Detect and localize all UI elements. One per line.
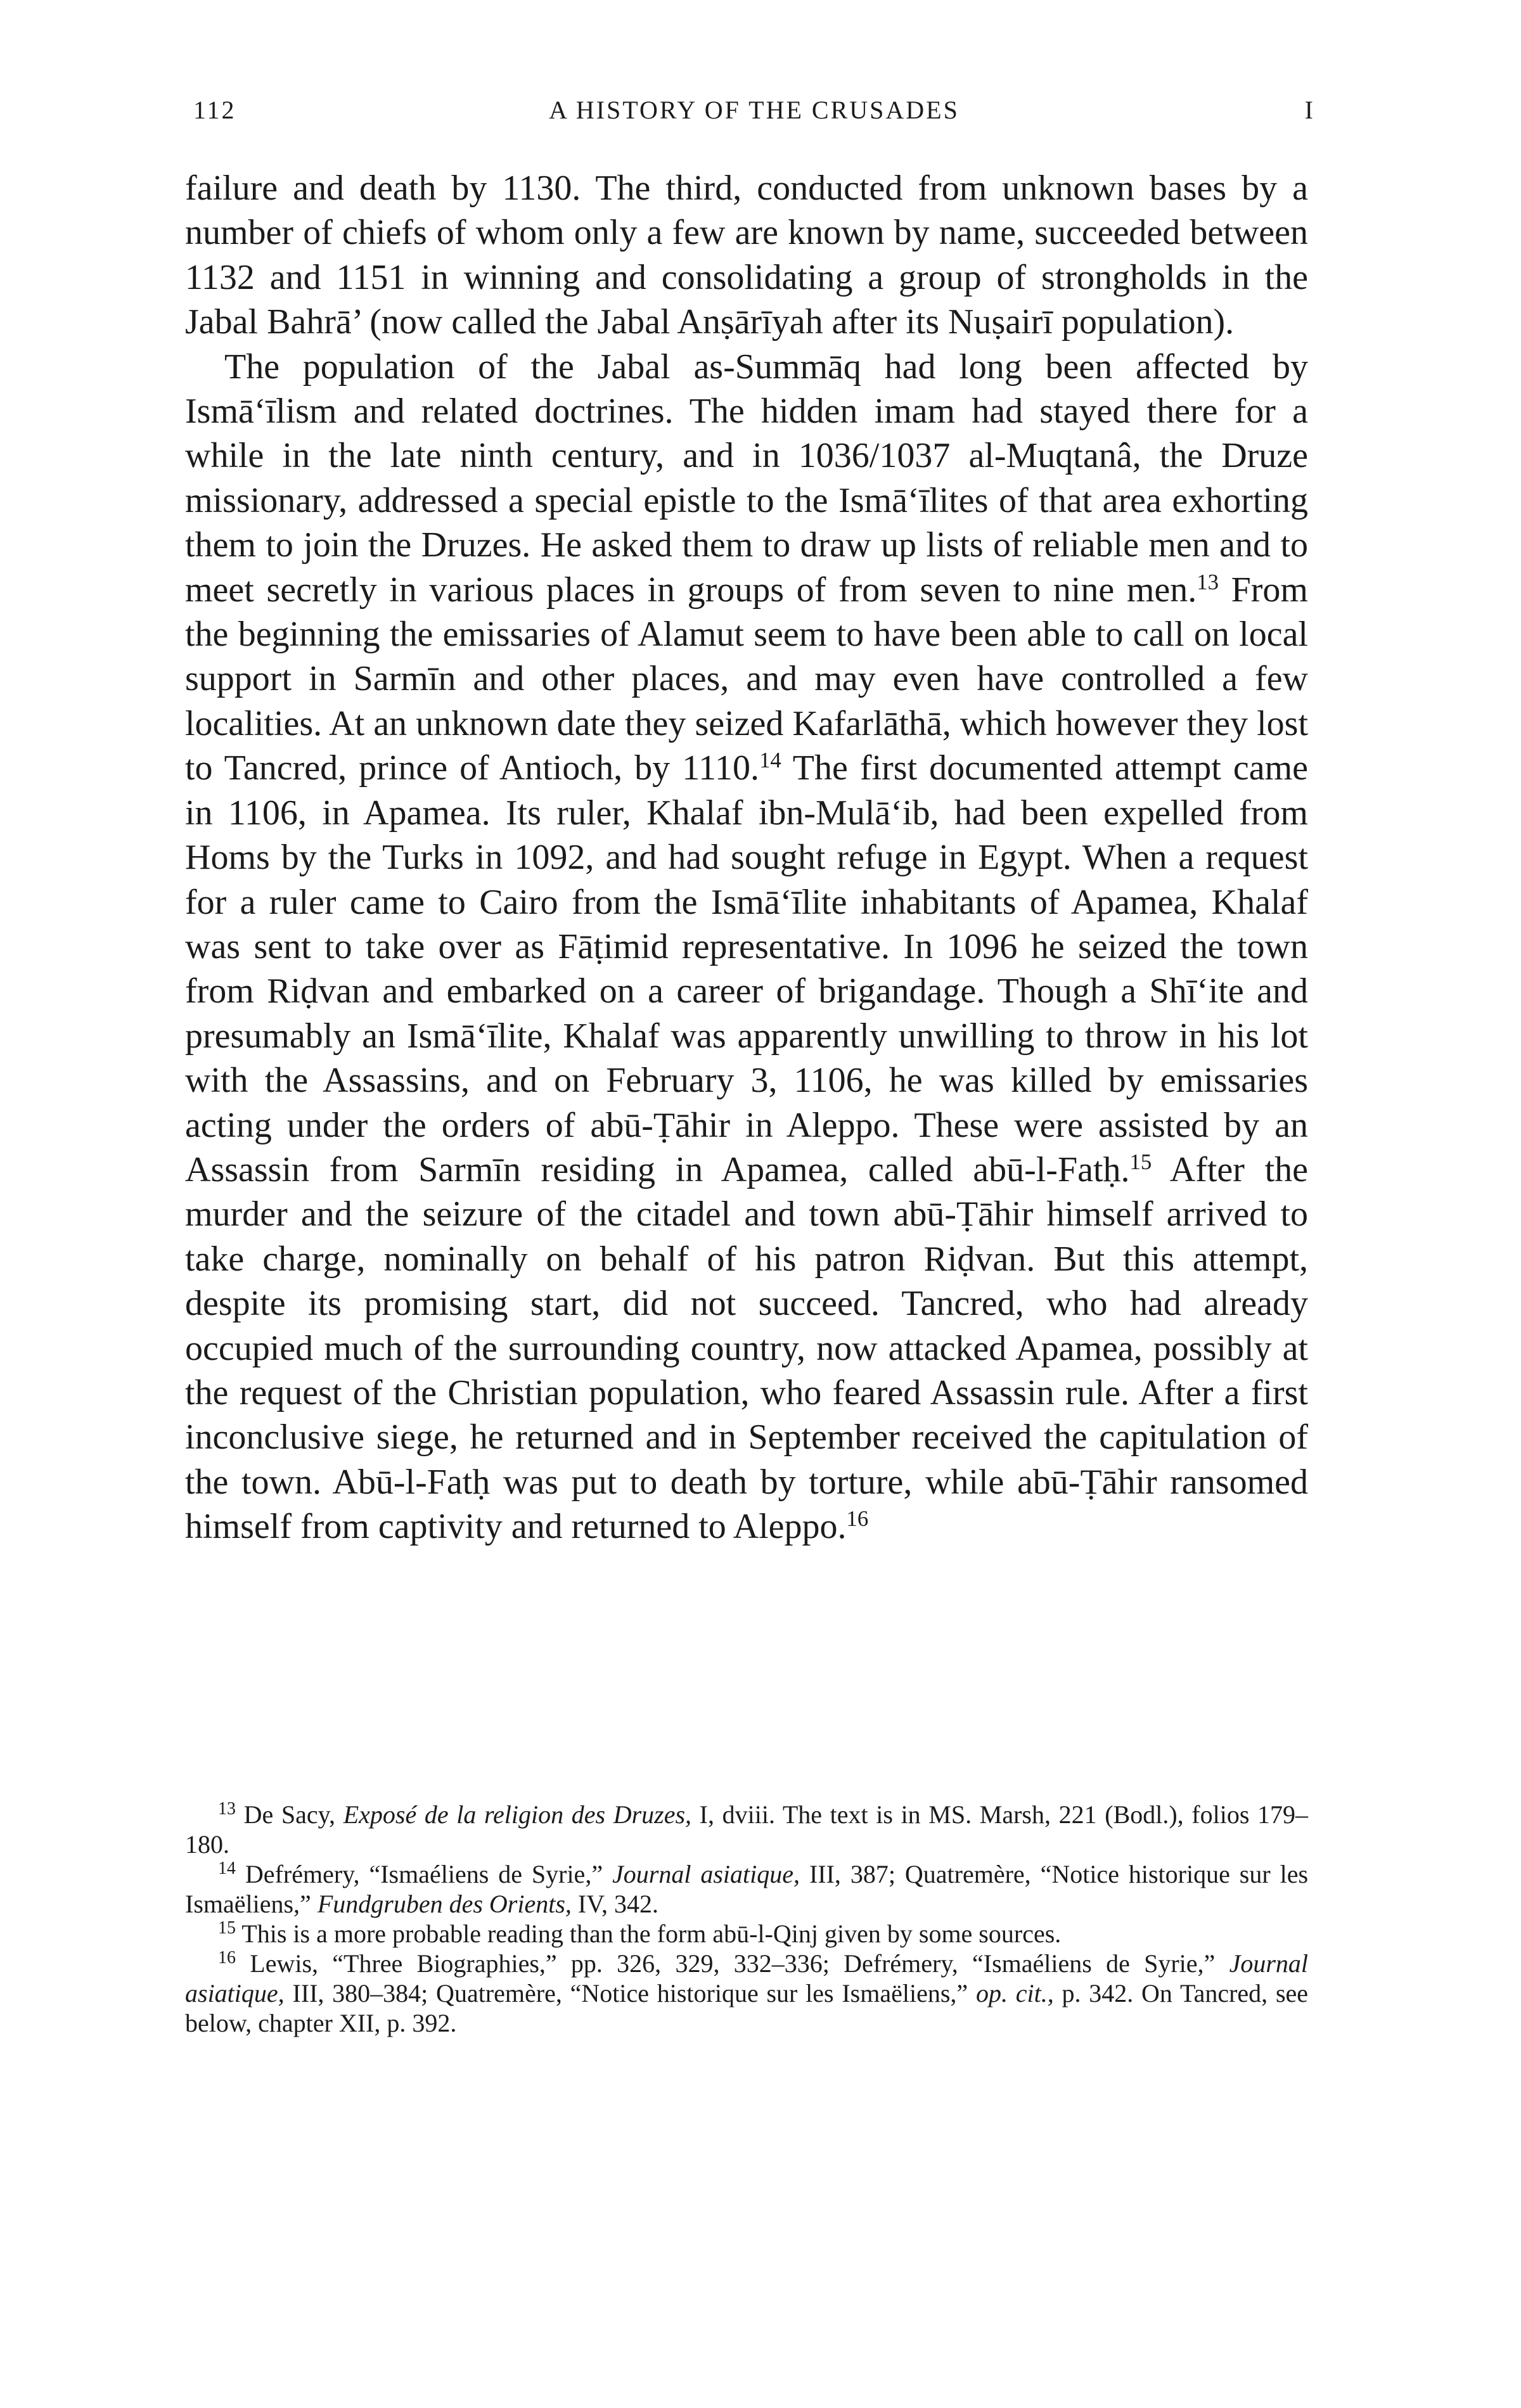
footnote-number: 13 [218, 1799, 236, 1819]
paragraph: failure and death by 1130. The third, conducted from unknown bases by a number of chiefs of whom only a few are known by name, succeeded between 1132 and 1151 in winning and consolidating a group of strongholds in the Jabal Bahrā’ (now called the Jabal Anṣārīyah after its Nuṣairī population). [185, 169, 1308, 342]
footnote-number: 15 [218, 1918, 236, 1938]
footnote [185, 1949, 1308, 2038]
footnote-reference: 14 [759, 748, 781, 773]
footnote-text: III, 387; Quatremère, “Notice historique sur les Ismaëliens,” [185, 1860, 1309, 1918]
text-run: The first documented attempt came in 1106, in Apamea. Its ruler, Khalaf ibn-Mulā‘ib, had been expelled from Homs by the Turks in 1092, and had sought refuge in Egypt. When a request for a ruler came to Cairo from the Ismā‘īlite inhabitants of Apamea, Khalaf was sent to take over as Fāṭimid representative. In 1096 he seized the town from Riḍvan and embarked on a career of brigandage. Though a Shī‘ite and presumably an Ismā‘īlite, Khalaf was apparently unwilling to throw in his lot with the Assassins, and on February 3, 1106, he was killed by emissaries acting under the orders of abū-Ṭāhir in Aleppo. These were assisted by an Assassin from Sarmīn residing in Apamea, called abū-l-Fatḥ. [185, 748, 1309, 1189]
paragraph [185, 345, 1308, 1549]
main-text [185, 166, 1308, 1549]
footnote-text: Defrémery, “Ismaéliens de Syrie,” [236, 1860, 612, 1888]
footnote-text: Lewis, “Three Biographies,” pp. 326, 329, 332–336; Defrémery, “Ismaéliens de Syrie,” [236, 1949, 1229, 1978]
footnote-title: Exposé de la religion des Druzes, [343, 1800, 692, 1829]
footnote [185, 1859, 1308, 1919]
footnote-number: 16 [218, 1948, 236, 1968]
footnote-number: 14 [218, 1859, 236, 1878]
footnote-text: p. 342. On Tancred, see below, chapter XII, p. 392. [185, 1979, 1309, 2037]
footnote [185, 1800, 1308, 1859]
footnote [185, 1919, 1308, 1949]
footnote-reference: 13 [1197, 569, 1219, 594]
footnote-reference: 15 [1129, 1149, 1152, 1174]
footnote-title: Journal asiatique, [185, 1949, 1308, 2008]
footnote-reference: 16 [846, 1506, 869, 1532]
footnote-title: Fundgruben des Orients, [317, 1890, 572, 1918]
running-title: A HISTORY OF THE CRUSADES [549, 96, 959, 124]
footnote-text: De Sacy, [236, 1800, 343, 1829]
text-run: The population of the Jabal as-Summāq had long been affected by Ismā‘īlism and related doctrines. The hidden imam had stayed there for a while in the late ninth century, and in 1036/1037 al-Muqtanâ, the Druze missionary, addressed a special epistle to the Ismā‘īlites of that area exhorting them to join the Druzes. He asked them to draw up lists of reliable men and to meet secretly in various places in groups of from seven to nine men. [185, 347, 1308, 610]
footnote-text: IV, 342. [571, 1890, 658, 1918]
footnote-text: This is a more probable reading than the form abū-l-Qinj given by some sources. [236, 1919, 1062, 1948]
text-run: After the murder and the seizure of the citadel and town abū-Ṭāhir himself arrived to take charge, nominally on behalf of his patron Riḍvan. But this attempt, despite its promising start, did not succeed. Tancred, who had already occupied much of the surrounding country, now attacked Apamea, possibly at the request of the Christian population, who feared Assassin rule. After a first inconclusive siege, he returned and in September received the capitulation of the town. Abū-l-Fatḥ was put to death by torture, while abū-Ṭāhir ransomed himself from captivity and returned to Aleppo. [185, 1150, 1308, 1547]
footnote-text: I, dviii. The text is in MS. Marsh, 221 (Bodl.), folios 179–180. [185, 1800, 1309, 1859]
page-number: 112 [193, 96, 236, 124]
footnote-title: op. cit., [975, 1979, 1054, 2008]
running-head [193, 95, 1315, 133]
footnotes [185, 1800, 1308, 2038]
footnote-text: III, 380–384; Quatremère, “Notice historique sur les Ismaëliens,” [284, 1979, 976, 2008]
text-run: From the beginning the emissaries of Alamut seem to have been able to call on local support in Sarmīn and other places, and may even have controlled a few localities. At an unknown date they seized Kafarlāthā, which however they lost to Tancred, prince of Antioch, by 1110. [185, 570, 1308, 788]
chapter-numeral: I [1304, 96, 1315, 124]
footnote-title: Journal asiatique, [612, 1860, 800, 1888]
